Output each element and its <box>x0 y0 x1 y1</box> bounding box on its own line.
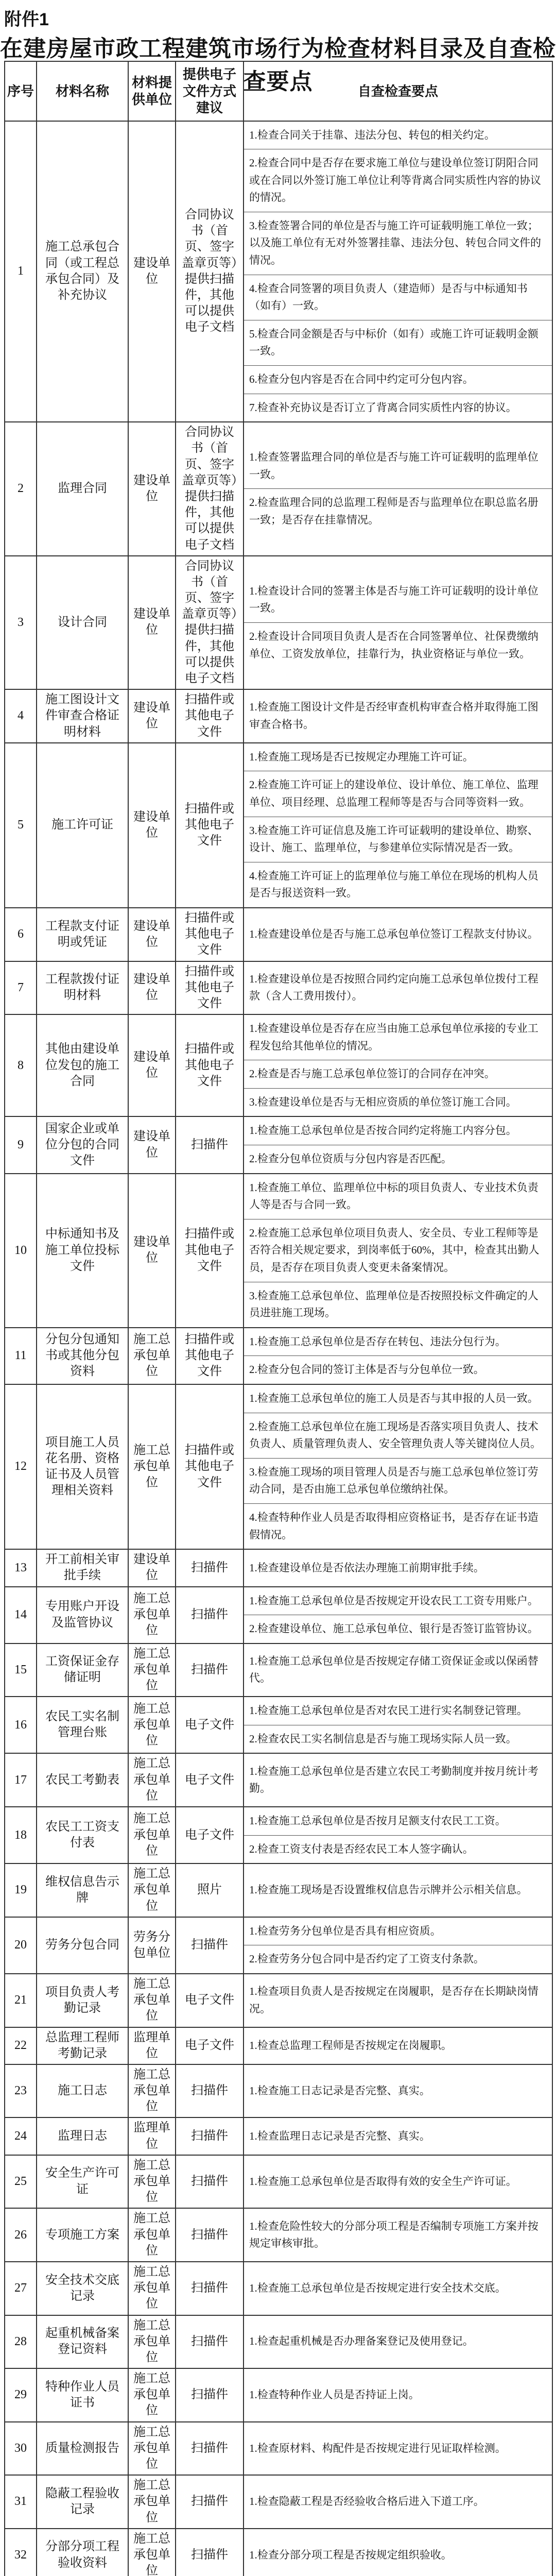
header-provider: 材料提供单位 <box>128 61 176 121</box>
file-format: 扫描件 <box>176 1587 244 1643</box>
material-name: 工程款拨付证明材料 <box>37 961 128 1015</box>
file-format: 扫描件 <box>176 2262 244 2315</box>
provider-unit: 建设单位 <box>128 743 176 908</box>
material-name: 工资保证金存储证明 <box>37 1643 128 1697</box>
check-point: 1.检查项目负责人是否按规定在岗履职，是否存在长期缺岗情况。 <box>249 1985 538 2015</box>
file-format: 扫描件或其他电子文件 <box>176 1328 244 1384</box>
table-row <box>5 1384 552 1549</box>
header-check-points: 自查检查要点 <box>244 61 552 121</box>
check-points <box>244 1974 552 2027</box>
material-name: 监理日志 <box>37 2117 128 2155</box>
file-format: 合同协议书（首页、签字盖章页等）提供扫描件，其他可以提供电子文档 <box>176 422 244 556</box>
header-material-name: 材料名称 <box>37 61 128 121</box>
row-number: 20 <box>5 1917 37 1974</box>
check-point: 2.检查施工总承包单位在施工现场是否落实项目负责人、技术负责人、质量管理负责人、安全管理负责人等关键岗位人员。 <box>244 1413 552 1459</box>
check-point: 1.检查施工图设计文件是否经审查机构审查合格并取得施工图审查合格书。 <box>249 701 538 731</box>
file-format: 扫描件 <box>176 2117 244 2155</box>
material-name: 劳务分包合同 <box>37 1917 128 1974</box>
check-point: 1.检查劳务分包单位是否具有相应资质。 <box>244 1918 552 1946</box>
inspection-table <box>4 61 553 2576</box>
material-name: 工程款支付证明或凭证 <box>37 908 128 961</box>
material-name: 施工日志 <box>37 2064 128 2118</box>
check-points <box>244 1807 552 1863</box>
material-name: 安全生产许可证 <box>37 2155 128 2209</box>
check-point: 2.检查工资支付表是否经农民工本人签字确认。 <box>249 1842 474 1855</box>
row-number: 30 <box>5 2422 37 2476</box>
table-row <box>5 1974 552 2027</box>
table-row <box>5 1174 552 1328</box>
check-point: 1.检查建设单位是否按照合同约定向施工总承包单位拨付工程款（含人工费用拨付）。 <box>249 972 538 1003</box>
check-point: 4.检查合同签署的项目负责人（建造师）是否与中标通知书（如有）一致。 <box>244 275 552 320</box>
check-points <box>244 1863 552 1917</box>
check-point: 1.检查施工日志记录是否完整、真实。 <box>249 2084 430 2097</box>
provider-unit: 施工总承包单位 <box>128 2529 176 2576</box>
row-number: 4 <box>5 689 37 743</box>
table-row <box>5 2368 552 2422</box>
row-number: 12 <box>5 1384 37 1549</box>
provider-unit: 施工总承包单位 <box>128 2475 176 2529</box>
file-format: 扫描件 <box>176 1116 244 1173</box>
file-format: 扫描件或其他电子文件 <box>176 1014 244 1116</box>
provider-unit: 施工总承包单位 <box>128 2368 176 2422</box>
table-row <box>5 1014 552 1116</box>
check-point: 1.检查施工总承包单位的施工人员是否与其申报的人员一致。 <box>244 1385 552 1413</box>
table-row <box>5 2529 552 2576</box>
table-row <box>5 961 552 1015</box>
provider-unit: 施工总承包单位 <box>128 1384 176 1549</box>
table-row <box>5 2315 552 2369</box>
provider-unit: 施工总承包单位 <box>128 2262 176 2315</box>
material-name: 农民工考勤表 <box>37 1753 128 1807</box>
row-number: 5 <box>5 743 37 908</box>
check-point: 1.检查施工总承包单位是否存在转包、违法分包行为。 <box>244 1328 552 1357</box>
row-number: 2 <box>5 422 37 556</box>
check-point: 1.检查施工单位、监理单位中标的项目负责人、专业技术负责人等是否与合同一致。 <box>244 1174 552 1219</box>
table-row <box>5 1753 552 1807</box>
row-number: 17 <box>5 1753 37 1807</box>
file-format: 扫描件 <box>176 2064 244 2118</box>
material-name: 项目负责人考勤记录 <box>37 1974 128 2027</box>
file-format: 扫描件或其他电子文件 <box>176 908 244 961</box>
file-format: 电子文件 <box>176 1974 244 2027</box>
row-number: 31 <box>5 2475 37 2529</box>
check-point: 3.检查施工许可证信息及施工许可证载明的建设单位、勘察、设计、施工、监理单位，与参建单位实际情况是否一致。 <box>244 817 552 862</box>
table-row <box>5 2117 552 2155</box>
check-point: 2.检查农民工实名制信息是否与施工现场实际人员一致。 <box>249 1732 517 1745</box>
table-row <box>5 2422 552 2476</box>
file-format: 扫描件 <box>176 2529 244 2576</box>
row-number: 26 <box>5 2208 37 2262</box>
material-name: 维权信息告示牌 <box>37 1863 128 1917</box>
row-number: 22 <box>5 2027 37 2064</box>
table-row <box>5 1328 552 1384</box>
check-point: 1.检查施工总承包单位是否按规定开设农民工工资专用账户。 <box>244 1587 552 1616</box>
table-row <box>5 121 552 422</box>
table-row <box>5 2155 552 2209</box>
check-point: 1.检查签署监理合同的单位是否与施工许可证载明的监理单位一致。 <box>244 444 552 489</box>
provider-unit: 施工总承包单位 <box>128 1643 176 1697</box>
file-format: 扫描件 <box>176 2208 244 2262</box>
provider-unit: 建设单位 <box>128 556 176 690</box>
table-row <box>5 2027 552 2064</box>
material-name: 施工图设计文件审查合格证明材料 <box>37 689 128 743</box>
check-point: 3.检查施工总承包单位、监理单位是否按照投标文件确定的人员进驻施工现场。 <box>249 1289 538 1319</box>
provider-unit: 施工总承包单位 <box>128 2208 176 2262</box>
row-number: 21 <box>5 1974 37 2027</box>
table-row <box>5 1643 552 1697</box>
table-row <box>5 1116 552 1173</box>
provider-unit: 建设单位 <box>128 961 176 1015</box>
file-format: 扫描件 <box>176 2368 244 2422</box>
check-points <box>244 1917 552 1974</box>
table-row <box>5 743 552 908</box>
check-points <box>244 556 552 690</box>
check-point: 1.检查施工现场是否已按规定办理施工许可证。 <box>244 743 552 772</box>
table-row <box>5 422 552 556</box>
row-number: 7 <box>5 961 37 1015</box>
table-row <box>5 1807 552 1863</box>
check-point: 2.检查分包合同的签订主体是否与分包单位一致。 <box>249 1363 484 1376</box>
row-number: 23 <box>5 2064 37 2118</box>
check-points <box>244 1587 552 1643</box>
row-number: 24 <box>5 2117 37 2155</box>
check-point: 6.检查分包内容是否在合同中约定可分包内容。 <box>244 366 552 394</box>
material-name: 监理合同 <box>37 422 128 556</box>
provider-unit: 施工总承包单位 <box>128 1587 176 1643</box>
check-point: 1.检查分部分项工程是否按规定组织验收。 <box>249 2548 452 2561</box>
file-format: 扫描件 <box>176 2155 244 2209</box>
material-name: 施工许可证 <box>37 743 128 908</box>
row-number: 6 <box>5 908 37 961</box>
file-format: 扫描件 <box>176 2422 244 2476</box>
file-format: 电子文件 <box>176 2027 244 2064</box>
table-row <box>5 2475 552 2529</box>
row-number: 27 <box>5 2262 37 2315</box>
check-point: 1.检查施工总承包单位是否按规定进行安全技术交底。 <box>249 2281 506 2294</box>
material-name: 农民工工资支付表 <box>37 1807 128 1863</box>
provider-unit: 建设单位 <box>128 1116 176 1173</box>
check-points <box>244 2529 552 2576</box>
row-number: 1 <box>5 121 37 422</box>
material-name: 专项施工方案 <box>37 2208 128 2262</box>
check-point: 3.检查建设单位是否与无相应资质的单位签订施工合同。 <box>249 1095 517 1108</box>
header-format: 提供电子文件方式建议 <box>176 61 244 121</box>
provider-unit: 施工总承包单位 <box>128 2064 176 2118</box>
check-points <box>244 422 552 556</box>
check-point: 1.检查施工总承包单位是否对农民工进行实名制登记管理。 <box>244 1697 552 1725</box>
check-point: 2.检查施工许可证上的建设单位、设计单位、施工单位、监理单位、项目经理、总监理工程师等是否与合同等资料一致。 <box>244 771 552 817</box>
check-points <box>244 2422 552 2476</box>
row-number: 32 <box>5 2529 37 2576</box>
check-point: 1.检查施工总承包单位是否取得有效的安全生产许可证。 <box>249 2175 517 2188</box>
check-point: 2.检查合同中是否存在要求施工单位与建设单位签订阴阳合同或在合同以外签订施工单位让利等背离合同实质性内容的协议的情况。 <box>244 149 552 212</box>
material-name: 分部分项工程验收资料 <box>37 2529 128 2576</box>
row-number: 15 <box>5 1643 37 1697</box>
material-name: 项目施工人员花名册、资格证书及人员管理相关资料 <box>37 1384 128 1549</box>
check-point: 7.检查补充协议是否订立了背离合同实质性内容的协议。 <box>249 401 517 414</box>
check-points <box>244 2155 552 2209</box>
provider-unit: 施工总承包单位 <box>128 1807 176 1863</box>
check-points <box>244 1643 552 1697</box>
check-points <box>244 1753 552 1807</box>
provider-unit: 施工总承包单位 <box>128 1753 176 1807</box>
check-point: 1.检查施工总承包单位是否按合同约定将施工内容分包。 <box>244 1117 552 1145</box>
check-points <box>244 2208 552 2262</box>
check-point: 1.检查原材料、构配件是否按规定进行见证取样检测。 <box>249 2442 506 2454</box>
check-points <box>244 2315 552 2369</box>
check-points <box>244 2027 552 2064</box>
check-point: 1.检查特种作业人员是否持证上岗。 <box>249 2388 420 2401</box>
provider-unit: 建设单位 <box>128 1014 176 1116</box>
row-number: 9 <box>5 1116 37 1173</box>
provider-unit: 劳务分包单位 <box>128 1917 176 1974</box>
check-points <box>244 2368 552 2422</box>
check-point: 1.检查设计合同的签署主体是否与施工许可证载明的设计单位一致。 <box>244 578 552 623</box>
check-point: 2.检查分包单位资质与分包内容是否匹配。 <box>249 1153 452 1165</box>
material-name: 其他由建设单位发包的施工合同 <box>37 1014 128 1116</box>
provider-unit: 建设单位 <box>128 1174 176 1328</box>
material-name: 专用账户开设及监管协议 <box>37 1587 128 1643</box>
table-row <box>5 1549 552 1586</box>
material-name: 起重机械备案登记资料 <box>37 2315 128 2369</box>
check-point: 2.检查是否与施工总承包单位签订的合同存在冲突。 <box>244 1060 552 1089</box>
check-point: 2.检查设计合同项目负责人是否在合同签署单位、社保费缴纳单位、工资发放单位，挂靠行为，执业资格证与单位一致。 <box>249 630 538 660</box>
provider-unit: 施工总承包单位 <box>128 2422 176 2476</box>
check-points <box>244 689 552 743</box>
file-format: 扫描件 <box>176 2475 244 2529</box>
check-point: 1.检查危险性较大的分部分项工程是否编制专项施工方案并按规定审核审批。 <box>249 2219 538 2250</box>
provider-unit: 建设单位 <box>128 908 176 961</box>
material-name: 开工前相关审批手续 <box>37 1549 128 1586</box>
row-number: 25 <box>5 2155 37 2209</box>
check-points <box>244 908 552 961</box>
check-points <box>244 121 552 422</box>
file-format: 扫描件 <box>176 1549 244 1586</box>
check-point: 1.检查建设单位是否存在应当由施工总承包单位承接的专业工程发包给其他单位的情况。 <box>244 1015 552 1060</box>
provider-unit: 建设单位 <box>128 422 176 556</box>
row-number: 11 <box>5 1328 37 1384</box>
provider-unit: 监理单位 <box>128 2027 176 2064</box>
check-points <box>244 1116 552 1173</box>
provider-unit: 施工总承包单位 <box>128 2315 176 2369</box>
check-point: 3.检查施工现场的项目管理人员是否与施工总承包单位签订劳动合同，是否由施工总承包单位缴纳社保。 <box>244 1459 552 1504</box>
table-row <box>5 1863 552 1917</box>
header-no: 序号 <box>5 61 37 121</box>
attachment-label: 附件1 <box>4 10 49 29</box>
check-points <box>244 1174 552 1328</box>
page-title: 在建房屋市政工程建筑市场行为检查材料目录及自查检查要点 <box>0 36 556 94</box>
material-name: 安全技术交底记录 <box>37 2262 128 2315</box>
file-format: 扫描件或其他电子文件 <box>176 1174 244 1328</box>
row-number: 10 <box>5 1174 37 1328</box>
check-point: 1.检查施工现场是否设置维权信息告示牌并公示相关信息。 <box>249 1884 528 1896</box>
row-number: 18 <box>5 1807 37 1863</box>
material-name: 国家企业或单位分包的合同文件 <box>37 1116 128 1173</box>
material-name: 总监理工程师考勤记录 <box>37 2027 128 2064</box>
check-points <box>244 961 552 1015</box>
file-format: 扫描件或其他电子文件 <box>176 689 244 743</box>
check-point: 1.检查监理日志记录是否完整、真实。 <box>249 2129 430 2142</box>
check-point: 1.检查总监理工程师是否按规定在岗履职。 <box>249 2039 452 2052</box>
check-point: 5.检查合同金额是否与中标价（如有）或施工许可证载明金额一致。 <box>244 320 552 366</box>
file-format: 扫描件或其他电子文件 <box>176 961 244 1015</box>
file-format: 合同协议书（首页、签字盖章页等）提供扫描件，其他可以提供电子文档 <box>176 556 244 690</box>
file-format: 合同协议书（首页、签字盖章页等）提供扫描件，其他可以提供电子文档 <box>176 121 244 422</box>
file-format: 扫描件或其他电子文件 <box>176 1384 244 1549</box>
file-format: 照片 <box>176 1863 244 1917</box>
file-format: 扫描件 <box>176 2315 244 2369</box>
check-point: 2.检查劳务分包合同中是否约定了工资支付条款。 <box>249 1953 484 1965</box>
check-points <box>244 2262 552 2315</box>
check-points <box>244 1328 552 1384</box>
check-point: 1.检查建设单位是否依法办理施工前期审批手续。 <box>249 1561 484 1574</box>
provider-unit: 施工总承包单位 <box>128 1974 176 2027</box>
material-name: 隐蔽工程验收记录 <box>37 2475 128 2529</box>
check-point: 1.检查隐蔽工程是否经验收合格后进入下道工序。 <box>249 2495 484 2508</box>
material-name: 特种作业人员证书 <box>37 2368 128 2422</box>
table-row <box>5 556 552 690</box>
provider-unit: 建设单位 <box>128 1549 176 1586</box>
material-name: 质量检测报告 <box>37 2422 128 2476</box>
check-points <box>244 1014 552 1116</box>
provider-unit: 施工总承包单位 <box>128 1863 176 1917</box>
row-number: 13 <box>5 1549 37 1586</box>
check-point: 1.检查起重机械是否办理备案登记及使用登记。 <box>249 2335 474 2348</box>
check-point: 1.检查施工总承包单位是否按规定存储工资保证金或以保函替代。 <box>249 1654 538 1685</box>
row-number: 29 <box>5 2368 37 2422</box>
file-format: 电子文件 <box>176 1697 244 1753</box>
file-format: 扫描件或其他电子文件 <box>176 743 244 908</box>
check-points <box>244 2475 552 2529</box>
provider-unit: 施工总承包单位 <box>128 1697 176 1753</box>
file-format: 扫描件 <box>176 1917 244 1974</box>
table-row <box>5 2262 552 2315</box>
table-row <box>5 1587 552 1643</box>
row-number: 3 <box>5 556 37 690</box>
table-row <box>5 689 552 743</box>
row-number: 14 <box>5 1587 37 1643</box>
check-point: 1.检查合同关于挂靠、违法分包、转包的相关约定。 <box>244 122 552 150</box>
provider-unit: 监理单位 <box>128 2117 176 2155</box>
table-row <box>5 2208 552 2262</box>
table-row <box>5 908 552 961</box>
row-number: 28 <box>5 2315 37 2369</box>
table-header-row <box>5 61 552 121</box>
check-point: 2.检查施工总承包单位项目负责人、安全员、专业工程师等是否符合相关规定要求，到岗率低于60%，其中，检查其出勤人员，是否存在项目负责人变更未备案情况。 <box>244 1219 552 1282</box>
check-point: 1.检查施工总承包单位是否建立农民工考勤制度并按月统计考勤。 <box>249 1765 538 1795</box>
file-format: 电子文件 <box>176 1807 244 1863</box>
check-point: 2.检查建设单位、施工总承包单位、银行是否签订监管协议。 <box>249 1622 538 1635</box>
check-points <box>244 1697 552 1753</box>
provider-unit: 建设单位 <box>128 121 176 422</box>
check-points <box>244 2064 552 2118</box>
provider-unit: 施工总承包单位 <box>128 2155 176 2209</box>
row-number: 19 <box>5 1863 37 1917</box>
check-point: 4.检查施工许可证上的监理单位与施工单位在现场的机构人员是否与报送资料一致。 <box>249 869 538 900</box>
material-name: 分包分包通知书或其他分包资料 <box>37 1328 128 1384</box>
material-name: 中标通知书及施工单位投标文件 <box>37 1174 128 1328</box>
check-points <box>244 1549 552 1586</box>
row-number: 16 <box>5 1697 37 1753</box>
file-format: 扫描件 <box>176 1643 244 1697</box>
check-point: 3.检查签署合同的单位是否与施工许可证载明施工单位一致；以及施工单位有无对外签署挂靠、违法分包、转包合同文件的情况。 <box>244 212 552 275</box>
material-name: 施工总承包合同（或工程总承包合同）及补充协议 <box>37 121 128 422</box>
table-row <box>5 1917 552 1974</box>
check-point: 1.检查建设单位是否与施工总承包单位签订工程款支付协议。 <box>249 927 538 940</box>
check-points <box>244 743 552 908</box>
check-point: 4.检查特种作业人员是否取得相应资格证书，是否存在证书造假情况。 <box>249 1511 538 1541</box>
provider-unit: 施工总承包单位 <box>128 1328 176 1384</box>
material-name: 设计合同 <box>37 556 128 690</box>
check-points <box>244 2117 552 2155</box>
check-point: 2.检查监理合同的总监理工程师是否与监理单位在职总监名册一致；是否存在挂靠情况。 <box>249 496 538 527</box>
table-row <box>5 1697 552 1753</box>
check-point: 1.检查施工总承包单位是否按月足额支付农民工工资。 <box>244 1807 552 1836</box>
provider-unit: 建设单位 <box>128 689 176 743</box>
row-number: 8 <box>5 1014 37 1116</box>
file-format: 电子文件 <box>176 1753 244 1807</box>
check-points <box>244 1384 552 1549</box>
table-row <box>5 2064 552 2118</box>
material-name: 农民工实名制管理台账 <box>37 1697 128 1753</box>
